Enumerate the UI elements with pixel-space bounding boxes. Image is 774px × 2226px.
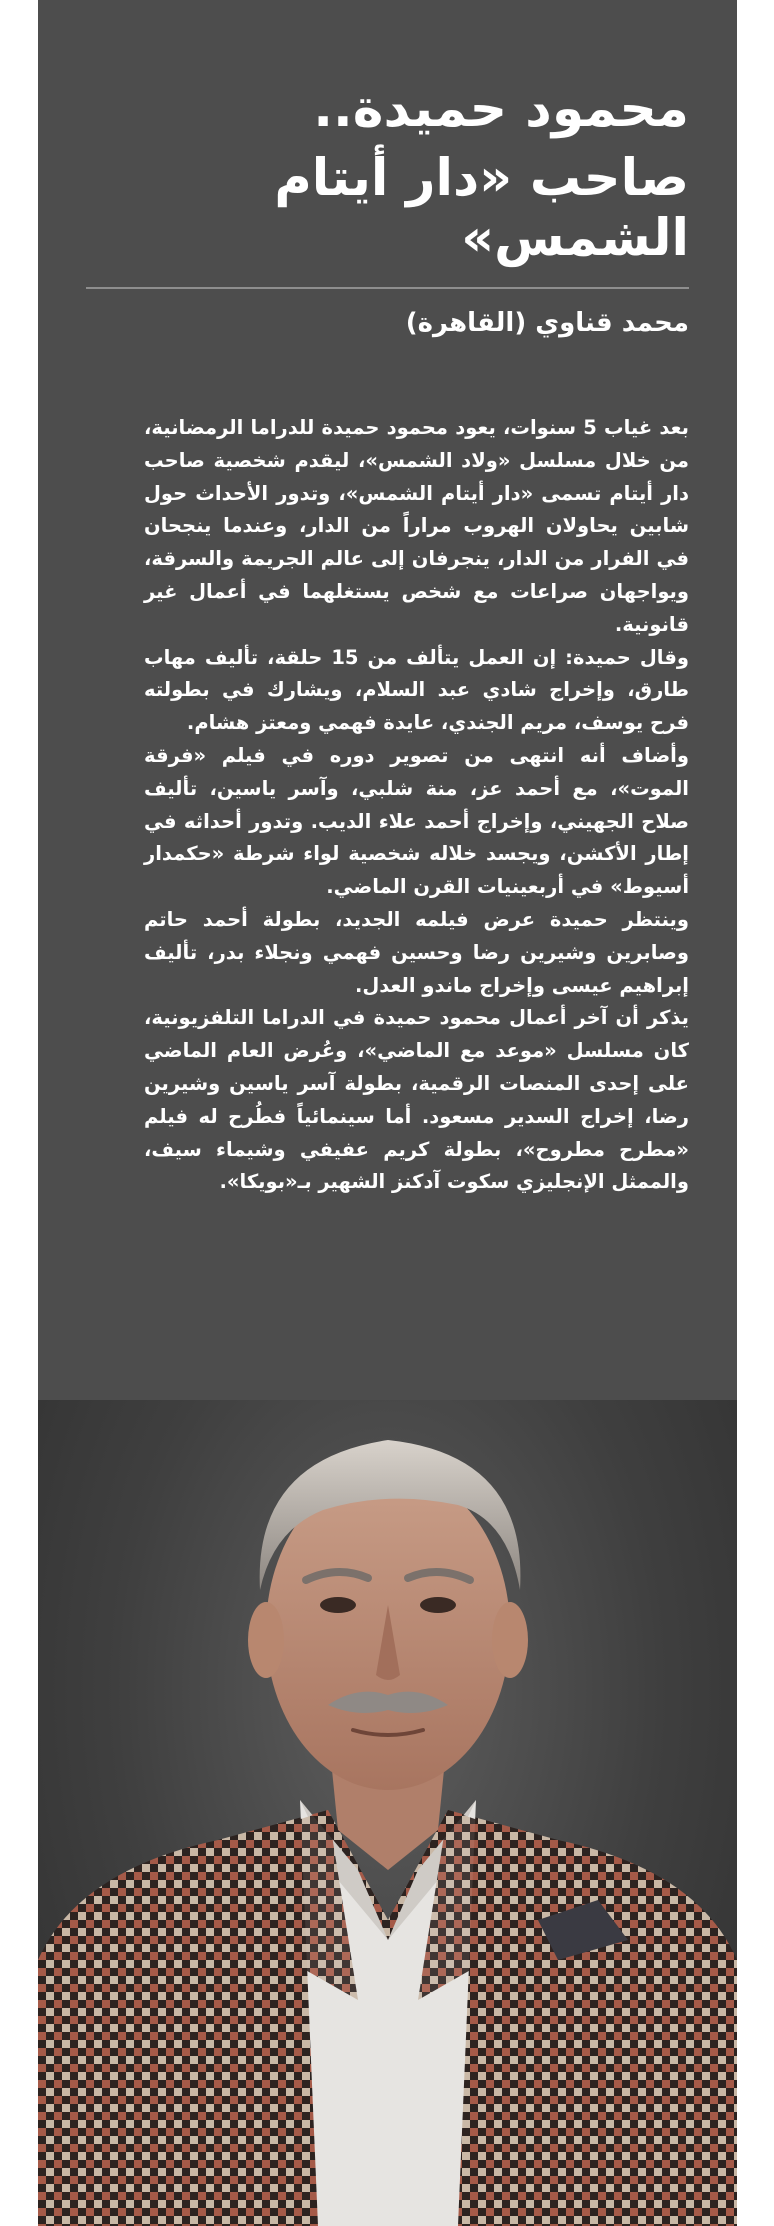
paragraph: يذكر أن آخر أعمال محمود حميدة في الدراما التلفزيونية، كان مسلسل «موعد مع الماضي»، وعُرض العام الماضي على إحدى المنصات الرقمية، بطولة آسر ياسين وشيرين رضا، إخراج السدير مسعود. أما سينمائياً فطُرح له فيلم «مطرح مطروح»، بطولة كريم عفيفي وشيماء سيف، والممثل الإنجليزي سكوت آدكنز الشهير بـ«بويكا». [144,1006,689,1194]
headline [89,79,689,269]
divider [86,287,689,289]
article-body [144,412,689,1199]
portrait-photo [38,1400,737,2226]
portrait-illustration [38,1400,737,2226]
article-column [38,0,737,2226]
byline: محمد قناوي (القاهرة) [405,308,689,338]
paragraph: وأضاف أنه انتهى من تصوير دوره في فيلم «فرقة الموت»، مع أحمد عز، منة شلبي، وآسر ياسين، تأليف صلاح الجهيني، وإخراج أحمد علاء الديب. وتدور أحداثه في إطار الأكشن، ويجسد خلاله شخصية لواء شرطة «حكمدار أسيوط» في أربعينيات القرن الماضي. [144,743,689,899]
headline-line-1: محمود حميدة.. [313,79,689,140]
paragraph: وقال حميدة: إن العمل يتألف من 15 حلقة، تأليف مهاب طارق، وإخراج شادي عبد السلام، ويشارك في بطولته فرح يوسف، مريم الجندي، عايدة فهمي ومعتز هشام. [144,645,689,735]
paragraph: وينتظر حميدة عرض فيلمه الجديد، بطولة أحمد حاتم وصابرين وشيرين رضا وحسين فهمي ونجلاء بدر، تأليف إبراهيم عيسى وإخراج ماندو العدل. [144,907,689,997]
paragraph: بعد غياب 5 سنوات، يعود محمود حميدة للدراما الرمضانية، من خلال مسلسل «ولاد الشمس»، ليقدم شخصية صاحب دار أيتام تسمى «دار أيتام الشمس»، وتدور الأحداث حول شابين يحاولان الهروب مراراً من الدار، وعندما ينجحان في الفرار من الدار، ينجرفان إلى عالم الجريمة والسرقة، ويواجهان صراعات مع شخص يستغلهما في أعمال غير قانونية. [144,416,689,636]
headline-line-2: صاحب «دار أيتام الشمس» [274,148,689,268]
